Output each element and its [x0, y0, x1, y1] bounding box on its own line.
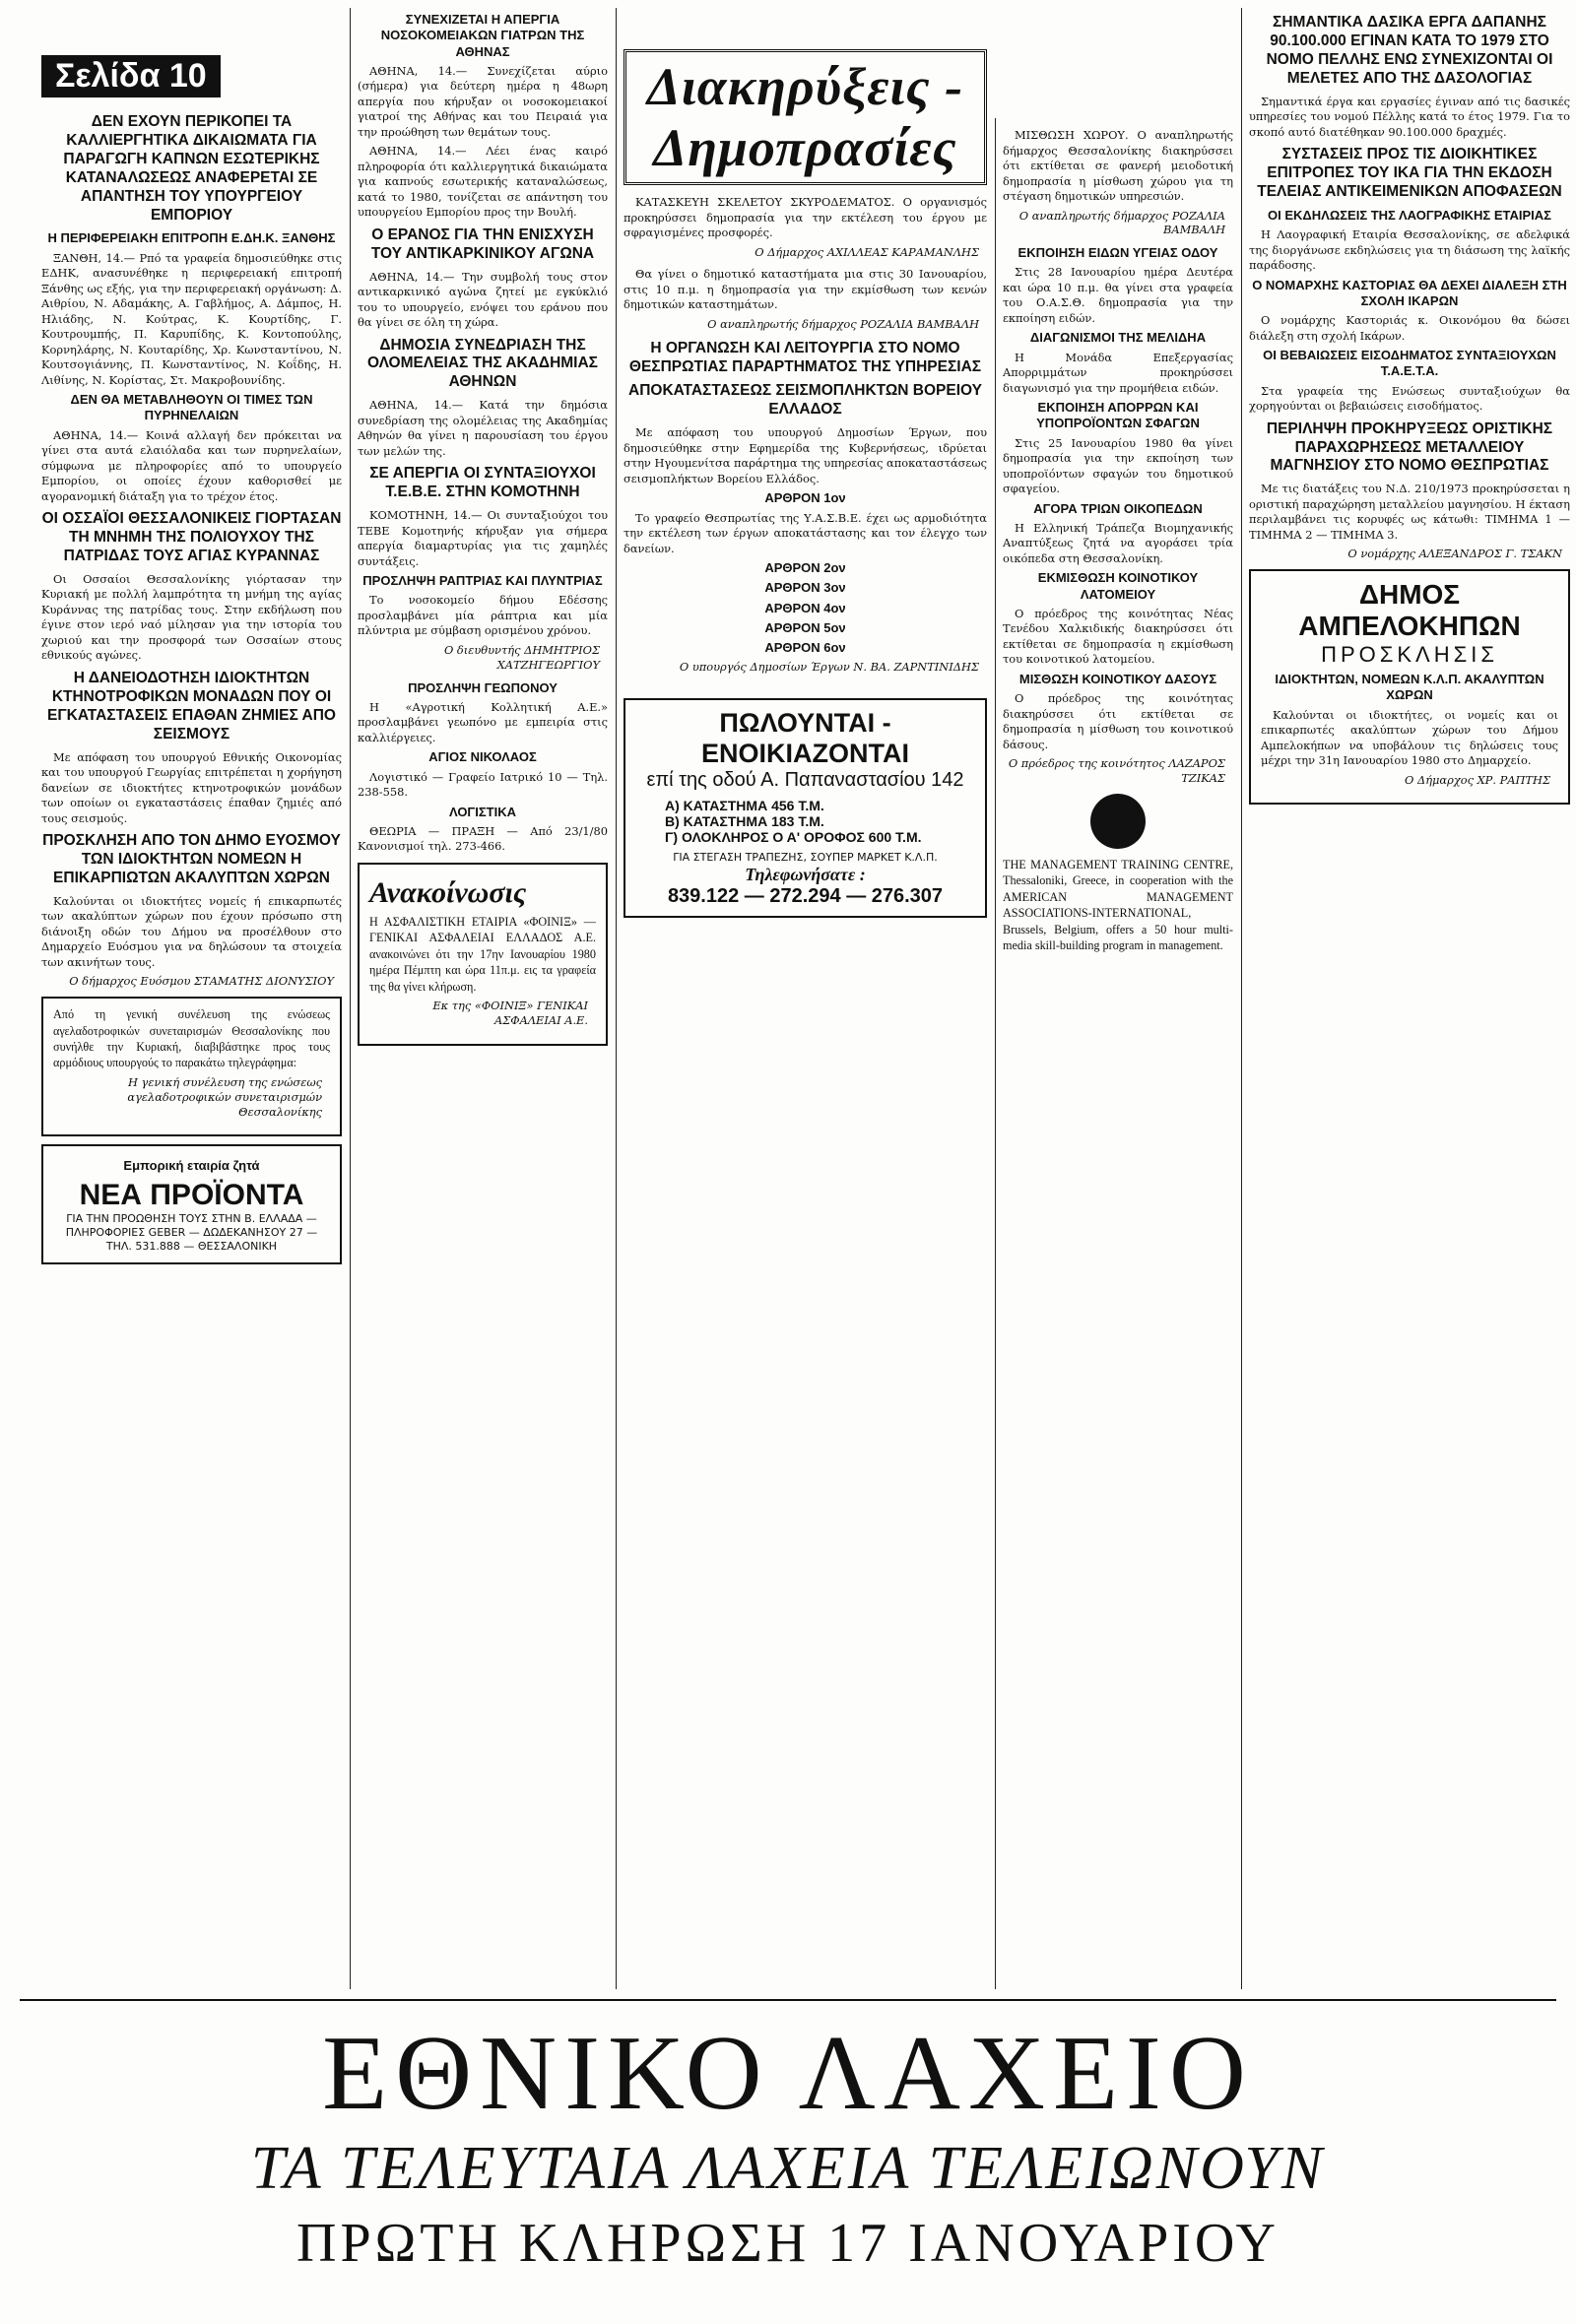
column-2: [358, 8, 608, 1989]
headline-olive-oil: ΔΕΝ ΘΑ ΜΕΤΑΒΛΗΘΟΥΝ ΟΙ ΤΙΜΕΣ ΤΩΝ ΠΥΡΗΝΕΛΑΙΩΝ: [70, 392, 313, 423]
article-cancer-fund: ΑΘΗΝΑ, 14.— Την συμβολή τους στον αντικαρκινικό αγώνα ζητεί με εγκύκλιό του το υπουργείο, ενόψει του εράνου που θα γίνει σε όλη τη χώρα.: [358, 269, 608, 330]
article-academy: ΑΘΗΝΑ, 14.— Κατά την δημόσια συνεδρίαση της ολομέλειας της Ακαδημίας Αθηνών θα γίνει η παρουσίαση του έργου των μελών της.: [358, 398, 608, 458]
headline-tobacco: ΔΕΝ ΕΧΟΥΝ ΠΕΡΙΚΟΠΕΙ ΤΑ ΚΑΛΛΙΕΡΓΗΤΙΚΑ ΔΙΚΑΙΩΜΑΤΑ ΓΙΑ ΠΑΡΑΓΩΓΗ ΚΑΠΝΩΝ ΕΣΩΤΕΡΙΚΗΣ ΚΑΤΑΝΑΛΩΣΕΩΣ ΑΝΑΦΕΡΕΤΑΙ ΣΕ ΑΠΑΝΤΗΣΗ ΤΟΥ ΥΠΟΥΡΓΕΙΟΥ ΕΜΠΟΡΙΟΥ: [63, 113, 320, 224]
article-edik: ΞΑΝΘΗ, 14.— Ρπό τα γραφεία δημοσιεύθηκε στις ΕΔΗΚ, ανασυνέθηκε η περιφερειακή επιτροπή Ξάνθης ως εξής, για την περιφερειακή οργάνωση: Δ. Αιθρίου, Ν. Αδαμάκης, Α. Γαβλήμος, Α. Δάμπος, Η. Ηλιάδης, Ν. Κούτρας, Κ. Κουρτίδης, Γ. Κουτρουμπής, Π. Καρυπίδης, Κ. Κοντοπούλης, Κορνηλάρης, Ν. Κουταρίδης, Χρ. Κωνσταντίνου, Ν. Κουτσογιάννης, Π. Κωνσταντίνος, Ν. Κοΐδης, Η. Λιθίνης, Ν. Κορίστας, Στ. Μακροβουνίδης.: [41, 250, 342, 387]
headline-forest: ΜΙΣΘΩΣΗ ΚΟΙΝΟΤΙΚΟΥ ΔΑΣΟΥΣ: [1018, 671, 1217, 686]
headline-seamstress: ΠΡΟΣΛΗΨΗ ΡΑΠΤΡΙΑΣ ΚΑΙ ΠΛΥΝΤΡΙΑΣ: [362, 573, 603, 589]
article-pensioners: Στα γραφεία της Ενώσεως συνταξιούχων θα χορηγούνται οι βεβαιώσεις εισοδήματος.: [1249, 383, 1570, 414]
headline-forestry: ΣΗΜΑΝΤΙΚΑ ΔΑΣΙΚΑ ΕΡΓΑ ΔΑΠΑΝΗΣ 90.100.000 ΕΓΙΝΑΝ ΚΑΤΑ ΤΟ 1979 ΣΤΟ ΝΟΜΟ ΠΕΛΛΗΣ ΕΝΩ ΣΥΝΕΧΙΖΟΝΤΑΙ ΟΙ ΜΕΛΕΤΕΣ ΑΠΟ ΤΗΣ ΔΑΣΟΛΟΓΙΑΣ: [1266, 14, 1553, 87]
section-banner-tenders: Διακηρύξεις - Δημοπρασίες: [624, 49, 987, 185]
article-melidia: Η Μονάδα Επεξεργασίας Απορριμμάτων προκηρύσσει διαγωνισμό για την προμήθεια ειδών.: [1003, 350, 1233, 395]
headline-cancer-fund: Ο ΕΡΑΝΟΣ ΓΙΑ ΤΗΝ ΕΝΙΣΧΥΣΗ ΤΟΥ ΑΝΤΙΚΑΡΚΙΝΙΚΟΥ ΑΓΩΝΑ: [370, 226, 595, 262]
article-livestock-loans: Με απόφαση του υπουργού Εθνικής Οικονομίας και του υπουργού Γεωργίας επιτρέπεται η χορήγηση δανείων σε ιδιοκτήτες κτηνοτροφικών μονάδων των οποίων οι εγκαταστάσεις έπαθαν ζημιές από τους σεισμούς.: [41, 749, 342, 825]
bottom-rule: [20, 1999, 1556, 2001]
column-1: [41, 49, 342, 1989]
headline-livestock-loans: Η ΔΑΝΕΙΟΔΟΤΗΣΗ ΙΔΙΟΚΤΗΤΩΝ ΚΤΗΝΟΤΡΟΦΙΚΩΝ ΜΟΝΑΔΩΝ ΠΟΥ ΟΙ ΕΓΚΑΤΑΣΤΑΣΕΙΣ ΕΠΑΘΑΝ ΖΗΜΙΕΣ ΑΠΟ ΣΕΙΣΜΟΥΣ: [47, 669, 336, 742]
ampelokipoi-signature: Ο Δήμαρχος ΧΡ. ΡΑΠΤΗΣ: [1405, 772, 1550, 787]
lottery-banner: [0, 2009, 1576, 2324]
ad-for-sale-title: ΠΩΛΟΥΝΤΑΙ - ΕΝΟΙΚΙΑΖΟΝΤΑΙ: [701, 708, 909, 769]
ad-new-products-title: ΝΕΑ ΠΡΟΪΟΝΤΑ: [79, 1178, 304, 1211]
ad-item-c: Γ) ΟΛΟΚΛΗΡΟΣ Ο Α' ΟΡΟΦΟΣ 600 Τ.Μ.: [665, 829, 922, 846]
notice-cattle-signature: Η γενική συνέλευση της ενώσεως αγελαδοτροφικών συνεταιρισμών Θεσσαλονίκης: [127, 1074, 322, 1119]
signature-evosmos: Ο δήμαρχος Ευόσμου ΣΤΑΜΑΤΗΣ ΔΙΟΝΥΣΙΟΥ: [69, 974, 334, 989]
headline-doctors-strike: ΣΥΝΕΧΙΖΕΤΑΙ Η ΑΠΕΡΓΙΑ ΝΟΣΟΚΟΜΕΙΑΚΩΝ ΓΙΑΤΡΩΝ ΤΗΣ ΑΘΗΝΑΣ: [380, 12, 585, 59]
headline-magnesium: ΠΕΡΙΛΗΨΗ ΠΡΟΚΗΡΥΞΕΩΣ ΟΡΙΣΤΙΚΗΣ ΠΑΡΑΧΩΡΗΣΕΩΣ ΜΕΤΑΛΛΕΙΟΥ ΜΑΓΝΗΣΙΟΥ ΣΤΟ ΝΟΜΟ ΘΕΣΠΡΩΤΙΑΣ: [1266, 420, 1553, 475]
column-rule: [995, 118, 996, 1989]
column-rule: [350, 8, 351, 1989]
notice-cattle-text: Από τη γενική συνέλευση της ενώσεως αγελαδοτροφικών συνεταιρισμών Θεσσαλονίκης που συνήλθε την Κυριακή, διαβιβάστηκε προς τους αρμόδιους υπουργούς το παρακάτω τηλεγράφημα:: [53, 1007, 330, 1070]
announcement-signature: Εκ της «ΦΟΙΝΙΞ» ΓΕΝΙΚΑΙ ΑΣΦΑΛΕΙΑΙ Α.Ε.: [432, 999, 588, 1027]
ad-phone-label: Τηλεφωνήσατε :: [745, 865, 866, 885]
article-doctors-strike: ΑΘΗΝΑ, 14.— Συνεχίζεται αύριο (σήμερα) για δεύτερη ημέρα η 48ωρη απεργία που κήρυξαν οι νοσοκομειακοί γιατροί της Αθήνας και του Πειραιά για την προώθηση των θεμάτων τους.: [358, 63, 608, 139]
headline-edik: Η ΠΕΡΙΦΕΡΕΙΑΚΗ ΕΠΙΤΡΟΠΗ Ε.ΔΗ.Κ. ΞΑΝΘΗΣ: [47, 230, 336, 246]
signature-minister: Ο υπουργός Δημοσίων Έργων Ν. ΒΑ. ΖΑΡΝΤΙΝΙΔΗΣ: [679, 660, 979, 675]
signature-forest: Ο πρόεδρος της κοινότητος ΛΑΖΑΡΟΣ ΤΖΙΚΑΣ: [1008, 756, 1225, 785]
article-forestry: Σημαντικά έργα και εργασίες έγιναν από τις δασικές υπηρεσίες του νομού Πέλλης κατά το έτος 1979. Για το σκοπό αυτό διατέθηκαν 90.100.000 δραχμές.: [1249, 94, 1570, 139]
signature-lease-space: Ο αναπληρωτής δήμαρχος ΡΟΖΑΛΙΑ ΒΑΜΒΑΛΗ: [1018, 208, 1225, 237]
ad-for-sale-rent: [624, 698, 987, 918]
article-shops: Θα γίνει ο δημοτικό καταστήματα μια στις 30 Ιανουαρίου, στις 10 π.μ. η δημοπρασία για την εκμίσθωση των κενών δημοτικών καταστημάτων.: [624, 267, 987, 312]
ad-ampelokipoi: [1249, 569, 1570, 805]
article-komotini-strike: ΚΟΜΟΤΗΝΗ, 14.— Οι συνταξιούχοι του ΤΕΒΕ Κομοτηνής κήρυξαν για σήμερα απεργία διαμαρτυρίας για τις χαμηλές συντάξεις.: [358, 508, 608, 568]
headline-accounting: ΛΟΓΙΣΤΙΚΑ: [449, 804, 516, 819]
headline-thesprotia: Η ΟΡΓΑΝΩΣΗ ΚΑΙ ΛΕΙΤΟΥΡΓΙΑ ΣΤΟ ΝΟΜΟ ΘΕΣΠΡΩΤΙΑΣ ΠΑΡΑΡΤΗΜΑΤΟΣ ΤΗΣ ΥΠΗΡΕΣΙΑΣ: [628, 339, 982, 375]
article-heading-5: ΑΡΘΡΟΝ 5ον: [764, 619, 846, 635]
ad-new-products-footer: ΓΙΑ ΤΗΝ ΠΡΟΩΘΗΣΗ ΤΟΥΣ ΣΤΗΝ Β. ΕΛΛΑΔΑ — ΠΛΗΡΟΦΟΡΙΕΣ GEBER — ΔΩΔΕΚΑΝΗΣΟΥ 27 — ΤΗΛ. 531.888 — ΘΕΣΣΑΛΟΝΙΚΗ: [65, 1211, 318, 1254]
signature-concrete: Ο Δήμαρχος ΑΧΙΛΛΕΑΣ ΚΑΡΑΜΑΝΛΗΣ: [755, 244, 979, 259]
article-lease-space: ΜΙΣΘΩΣΗ ΧΩΡΟΥ. Ο αναπληρωτής δήμαρχος Θεσσαλονίκης διακηρύσσει ότι εκτίθεται σε φανερή μειοδοτική δημοπρασία η μίσθωση χώρου για τη στέγαση δημοτικών υπηρεσιών.: [1003, 128, 1233, 203]
ad-item-a: Α) ΚΑΤΑΣΤΗΜΑ 456 Τ.Μ.: [665, 798, 824, 814]
article-heading-1: ΑΡΘΡΟΝ 1ον: [764, 490, 846, 506]
notice-box-cattle: [41, 997, 342, 1136]
announcement-text: Η ΑΣΦΑΛΙΣΤΙΚΗ ΕΤΑΙΡΙΑ «ΦΟΙΝΙΞ» — ΓΕΝΙΚΑΙ ΑΣΦΑΛΕΙΑΙ ΕΛΛΑΔΟΣ Α.Ε. ανακοινώνει ότι την 17ην Ιανουαρίου 1980 ημέρα Πέμπτη και ώρα 11π.μ. εις τα γραφεία της θα γίνει κλήρωση.: [369, 914, 596, 994]
article-thesprotia: Με απόφαση του υπουργού Δημοσίων Έργων, που δημοσιεύθηκε στην Εφημερίδα της Κυβερνήσεως, ιδρύεται στην Ηγουμενίτσα παράρτημα της υπηρεσίας αποκαταστάσεως σεισμοπλήκτων Βορείου Ελλάδος.: [624, 425, 987, 485]
headline-road-goods: ΕΚΠΟΙΗΣΗ ΕΙΔΩΝ ΥΓΕΙΑΣ ΟΔΟΥ: [1018, 245, 1218, 261]
signature-shops: Ο αναπληρωτής δήμαρχος ΡΟΖΑΛΙΑ ΒΑΜΒΑΛΗ: [707, 316, 979, 331]
headline-agronomist: ΠΡΟΣΛΗΨΗ ΓΕΩΠΟΝΟΥ: [408, 679, 558, 695]
headline-quarry: ΕΚΜΙΣΘΩΣΗ ΚΟΙΝΟΤΙΚΟΥ ΛΑΤΟΜΕΙΟΥ: [1037, 570, 1199, 602]
ad-phone-numbers: 839.122 — 272.294 — 276.307: [667, 885, 944, 908]
mtc-logo-icon: [1090, 794, 1146, 849]
ampelokipoi-subtitle-2: ΙΔΙΟΚΤΗΤΩΝ, ΝΟΜΕΩΝ Κ.Λ.Π. ΑΚΑΛΥΠΤΩΝ ΧΩΡΩΝ: [1275, 672, 1544, 703]
ad-for-sale-address: επί της οδού Α. Παπαναστασίου 142: [646, 769, 964, 792]
column-4: [1003, 128, 1233, 1989]
article-heading-6: ΑΡΘΡΟΝ 6ον: [764, 640, 846, 656]
article-folklore: Η Λαογραφική Εταιρία Θεσσαλονίκης, σε αδελφικά της διοργάνωσε εκδηλώσεις για τη διάσωση της λαϊκής παράδοσης.: [1249, 227, 1570, 273]
article-concrete: ΚΑΤΑΣΚΕΥΗ ΣΚΕΛΕΤΟΥ ΣΚΥΡΟΔΕΜΑΤΟΣ. Ο οργανισμός προκηρύσσει δημοπρασία για την εκτέλεση του έργου με σφραγισμένες προσφορές.: [624, 195, 987, 239]
article-heading-3: ΑΡΘΡΟΝ 3ον: [764, 580, 846, 596]
headline-ossaioi: ΟΙ ΟΣΣΑΪΟΙ ΘΕΣΣΑΛΟΝΙΚΕΙΣ ΓΙΟΡΤΑΣΑΝ ΤΗ ΜΝΗΜΗ ΤΗΣ ΠΟΛΙΟΥΧΟΥ ΤΗΣ ΠΑΤΡΙΔΑΣ ΤΟΥΣ ΑΓΙΑΣ ΚΥΡΑΝΝΑΣ: [41, 510, 342, 564]
article-tobacco-continued: ΑΘΗΝΑ, 14.— Λέει ένας καιρό πληροφορία ότι καλλιεργητικά δικαιώματα για καπνούς εσωτερικής καταναλώσεως, κατά το 1980, τονίζεται σε απάντηση του υπουργείου Εμπορίου προς την Βουλή.: [358, 144, 608, 220]
signature-magnesium: Ο νομάρχης ΑΛΕΞΑΝΔΡΟΣ Γ. ΤΣΑΚΝ: [1347, 547, 1562, 561]
ampelokipoi-title: ΔΗΜΟΣ ΑΜΠΕΛΟΚΗΠΩΝ: [1298, 579, 1521, 642]
headline-agios-nikolaos: ΑΓΙΟΣ ΝΙΚΟΛΑΟΣ: [428, 749, 537, 765]
ad-new-products: [41, 1144, 342, 1263]
article-agronomist: Η «Αγροτική Κολλητική Α.Ε.» προσλαμβάνει γεωπόνο με εμπειρία στις καλλιέργειες.: [358, 699, 608, 744]
headline-ika: ΣΥΣΤΑΣΕΙΣ ΠΡΟΣ ΤΙΣ ΔΙΟΙΚΗΤΙΚΕΣ ΕΠΙΤΡΟΠΕΣ ΤΟΥ ΙΚΑ ΓΙΑ ΤΗΝ ΕΚΔΟΣΗ ΤΕΛΕΙΑΣ ΑΝΤΙΚΕΙΜΕΝΙΚΩΝ ΑΠΟΦΑΣΕΩΝ: [1257, 146, 1562, 200]
column-rule: [1241, 8, 1242, 1989]
headline-slaughter: ΕΚΠΟΙΗΣΗ ΑΠΟΡΡΩΝ ΚΑΙ ΥΠΟΠΡΟΪΟΝΤΩΝ ΣΦΑΓΩΝ: [1036, 400, 1200, 431]
article-plots: Η Ελληνική Τράπεζα Βιομηχανικής Αναπτύξεως ζητά να αγοράσει τρία οικόπεδα στη Θεσσαλονίκη.: [1003, 520, 1233, 565]
article-forest: Ο πρόεδρος της κοινότητας διακηρύσσει ότι εκτίθεται σε δημοπρασία η μίσθωση του κοινοτικού δάσους.: [1003, 691, 1233, 751]
headline-folklore: ΟΙ ΕΚΔΗΛΩΣΕΙΣ ΤΗΣ ΛΑΟΓΡΑΦΙΚΗΣ ΕΤΑΙΡΙΑΣ: [1268, 207, 1551, 223]
headline-plots: ΑΓΟΡΑ ΤΡΙΩΝ ΟΙΚΟΠΕΔΩΝ: [1033, 500, 1203, 516]
article-accounting: ΘΕΩΡΙΑ — ΠΡΑΞΗ — Από 23/1/80 Κανονισμοί τηλ. 273-466.: [358, 823, 608, 854]
headline-komotini-strike: ΣΕ ΑΠΕΡΓΙΑ ΟΙ ΣΥΝΤΑΞΙΟΥΧΟΙ Τ.Ε.Β.Ε. ΣΤΗΝ ΚΟΜΟΤΗΝΗ: [369, 465, 596, 501]
article-body-1: Το γραφείο Θεσπρωτίας της Υ.Α.Σ.Β.Ε. έχει ως αρμοδιότητα την εκτέλεση των έργων αποκατάστασης και τον έλεγχο των δανείων.: [624, 510, 987, 555]
article-kastoria: Ο νομάρχης Καστοριάς κ. Οικονόμου θα δώσει διάλεξη στη σχολή Ικάρων.: [1249, 313, 1570, 343]
headline-pensioners: ΟΙ ΒΕΒΑΙΩΣΕΙΣ ΕΙΣΟΔΗΜΑΤΟΣ ΣΥΝΤΑΞΙΟΥΧΩΝ Τ.Α.Ε.Τ.Α.: [1263, 348, 1556, 379]
ad-new-products-top: Εμπορική εταιρία ζητά: [123, 1158, 260, 1174]
signature-seamstress: Ο διευθυντής ΔΗΜΗΤΡΙΟΣ ΧΑΤΖΗΓΕΩΡΓΙΟΥ: [443, 642, 600, 672]
article-ossaioi: Οι Οσσαίοι Θεσσαλονίκης γιόρτασαν την Κυριακή με πολλή λαμπρότητα τη μνήμη της αγίας Κυράννας της πατρίδας τους. Στην εκδήλωση που έγινε στον ιερό ναό μίλησαν για την ιστορία του χωριού και την προσφορά των Οσσαίων στους εθνικούς αγώνες.: [41, 571, 342, 663]
article-slaughter: Στις 25 Ιανουαρίου 1980 θα γίνει δημοπρασία για την εκποίηση των υποπροϊόντων σφαγών του δημοτικού σφαγείου.: [1003, 435, 1233, 496]
article-magnesium: Με τις διατάξεις του Ν.Δ. 210/1973 προκηρύσσεται η οριστική παραχώρηση μεταλλείου μαγνησίου. Η έκταση περιλαμβάνει τις κορυφές ως κάτωθι: ΤΙΜΗΜΑ 1 — ΤΙΜΗΜΑ 2 — ΤΙΜΗΜΑ 3.: [1249, 482, 1570, 542]
mtc-ad-text: THE MANAGEMENT TRAINING CENTRE, Thessaloniki, Greece, in cooperation with the AMERICAN MANAGEMENT ASSOCIATIONS-INTERNATIONAL, Brussels, Belgium, offers a 50 hour multi-media skill-building program in management.: [1003, 857, 1233, 953]
ampelokipoi-text: Καλούνται οι ιδιοκτήτες, οι νομείς και οι επικαρπωτές ακαλύπτων χώρων του Δήμου Αμπελοκήπων να υποβάλουν τις δηλώσεις τους μέχρι την 31η Ιανουαρίου 1980 στο Δημαρχείο.: [1261, 707, 1558, 768]
article-quarry: Ο πρόεδρος της κοινότητας Νέας Τενέδου Χαλκιδικής διακηρύσσει ότι εκτίθεται σε δημοπρασία η εκμίσθωση του κοινοτικού λατομείου.: [1003, 606, 1233, 667]
ad-for-sale-purpose: ΓΙΑ ΣΤΕΓΑΣΗ ΤΡΑΠΕΖΗΣ, ΣΟΥΠΕΡ ΜΑΡΚΕΤ Κ.Λ.Π.: [673, 851, 938, 865]
headline-melidia: ΔΙΑΓΩΝΙΣΜΟΙ ΤΗΣ ΜΕΛΙΔΗΑ: [1029, 330, 1207, 346]
lottery-draw-date: ΠΡΩΤΗ ΚΛΗΡΩΣΗ 17 ΙΑΝΟΥΑΡΙΟΥ: [296, 2213, 1280, 2275]
column-5: [1249, 8, 1570, 1989]
article-agios-nikolaos: Λογιστικό — Γραφείο Ιατρικό 10 — Τηλ. 238-558.: [358, 769, 608, 799]
lottery-subtitle: ΤΑ ΤΕΛΕΥΤΑΙΑ ΛΑΧΕΙΑ ΤΕΛΕΙΩΝΟΥΝ: [250, 2135, 1326, 2202]
headline-kastoria: Ο ΝΟΜΑΡΧΗΣ ΚΑΣΤΟΡΙΑΣ ΘΑ ΔΕΧΕΙ ΔΙΑΛΕΞΗ ΣΤΗ ΣΧΟΛΗ ΙΚΑΡΩΝ: [1252, 277, 1567, 308]
ad-item-b: Β) ΚΑΤΑΣΤΗΜΑ 183 Τ.Μ.: [665, 813, 824, 830]
ampelokipoi-subtitle: ΠΡΟΣΚΛΗΣΙΣ: [1321, 642, 1498, 668]
article-heading-2: ΑΡΘΡΟΝ 2ον: [764, 560, 846, 576]
headline-academy: ΔΗΜΟΣΙΑ ΣΥΝΕΔΡΙΑΣΗ ΤΗΣ ΟΛΟΜΕΛΕΙΑΣ ΤΗΣ ΑΚΑΔΗΜΙΑΣ ΑΘΗΝΩΝ: [367, 336, 598, 391]
article-road-goods: Στις 28 Ιανουαρίου ημέρα Δευτέρα και ώρα 10 π.μ. θα γίνει στα γραφεία του Ο.Α.Σ.Θ. δημοπρασία για την εκποίηση ειδών.: [1003, 265, 1233, 325]
article-olive-oil: ΑΘΗΝΑ, 14.— Κοινά αλλαγή δεν πρόκειται να γίνει στα αυτά ελαιόλαδα και των πυρηνελαίων, σύμφωνα με πληροφορίες από το υπουργείο Εμπορίου, οι οποίες έχουν καθορισθεί με αγορανομική διάταξη για το τρέχον έτος.: [41, 427, 342, 503]
page-number-label: Σελίδα 10: [41, 55, 221, 97]
column-3: [624, 49, 987, 1989]
headline-evosmos: ΠΡΟΣΚΛΗΣΗ ΑΠΟ ΤΟΝ ΔΗΜΟ ΕΥΟΣΜΟΥ ΤΩΝ ΙΔΙΟΚΤΗΤΩΝ ΝΟΜΕΩΝ Η ΕΠΙΚΑΡΠΙΩΤΩΝ ΑΚΑΛΥΠΤΩΝ ΧΩΡΩΝ: [42, 832, 341, 886]
article-evosmos: Καλούνται οι ιδιοκτήτες νομείς ή επικαρπωτές των ακαλύπτων χώρων που έχουν πρόσωπο στη διάνοιξη οδών του Δήμου να προσέλθουν στο Δημαρχείο Ευόσμου για να δηλώσουν τα στοιχεία των ακινήτων τους.: [41, 893, 342, 969]
headline-earthquake-victims: ΑΠΟΚΑΤΑΣΤΑΣΕΩΣ ΣΕΙΣΜΟΠΛΗΚΤΩΝ ΒΟΡΕΙΟΥ ΕΛΛΑΔΟΣ: [628, 382, 982, 419]
article-heading-4: ΑΡΘΡΟΝ 4ον: [764, 600, 846, 615]
column-rule: [616, 8, 617, 1989]
lottery-title: ΕΘΝΙΚΟ ΛΑΧΕΙΟ: [322, 2015, 1254, 2132]
article-seamstress: Το νοσοκομείο δήμου Εδέσσης προσλαμβάνει μία ράπτρια και μία πλύντρια με σύμβαση ορισμένου χρόνου.: [358, 593, 608, 638]
announcement-title: Ανακοίνωσις: [369, 875, 527, 909]
announcement-box: [358, 863, 608, 1046]
